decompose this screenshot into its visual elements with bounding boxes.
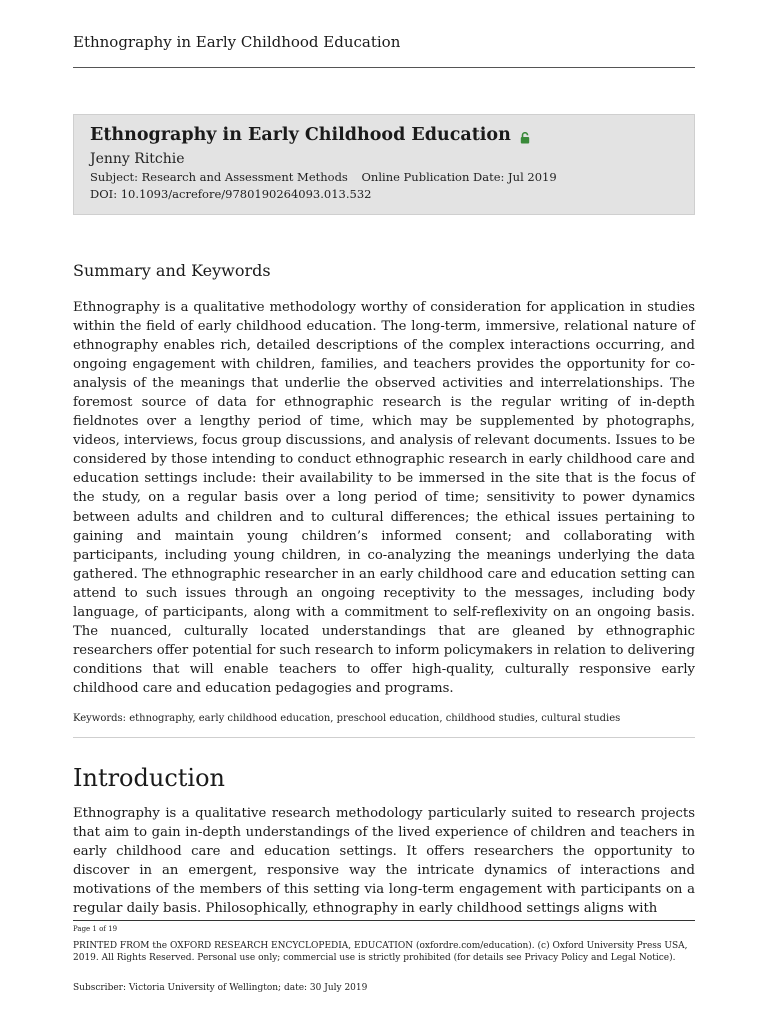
header-divider <box>73 67 695 68</box>
pubdate-value: Jul 2019 <box>508 170 557 184</box>
doi-label: DOI: <box>90 187 118 201</box>
article-title-row <box>90 125 678 145</box>
subject-label: Subject: <box>90 170 138 184</box>
introduction-paragraph: Ethnography is a qualitative research methodology particularly suited to research projects that aim to gain in-depth understandings of the lived experience of children and teachers in early childhood care and education settings. It offers researchers the opportunity to discover in an emergent, responsive way the intricate dynamics of interactions and motivations of the members of this setting via long-term engagement with participants on a regular daily basis. Philosophically, ethnography in early childhood settings aligns with <box>73 806 695 917</box>
pubdate-label: Online Publication Date: <box>361 170 505 184</box>
introduction-heading: Introduction <box>73 764 225 792</box>
article-author: Jenny Ritchie <box>90 151 185 167</box>
article-metadata-box <box>73 114 695 215</box>
subject-value: Research and Assessment Methods <box>141 170 348 184</box>
running-head: Ethnography in Early Childhood Education <box>73 33 401 51</box>
keywords-line: Keywords: ethnography, early childhood education, preschool education, childhood studies, cultural studies <box>73 713 621 724</box>
summary-heading: Summary and Keywords <box>73 261 271 280</box>
article-title: Ethnography in Early Childhood Education <box>90 125 511 145</box>
footer-divider <box>73 920 695 921</box>
page-number: Page 1 of 19 <box>73 925 118 933</box>
subject-line <box>90 170 678 184</box>
keywords-divider <box>73 737 695 738</box>
open-lock-icon <box>520 129 530 141</box>
abstract-paragraph: Ethnography is a qualitative methodology worthy of consideration for application in studies within the field of early childhood education. The long-term, immersive, relational nature of ethnography enables rich, detailed descriptions of the complex interactions occurring, and ongoing engagement with children, families, and teachers provides the opportunity for co-analysis of the meanings that underlie the observed activities and interrelationships. The foremost source of data for ethnographic research is the regular writing of in-depth fieldnotes over a lengthy period of time, which may be supplemented by photographs, videos, interviews, focus group discussions, and analysis of relevant documents. Issues to be considered by those intending to conduct ethnographic research in early childhood care and education settings include: their availability to be immersed in the site that is the focus of the study, on a regular basis over a long period of time; sensitivity to power dynamics between adults and children and to cultural differences; the ethical issues pertaining to gaining and maintain young children’s informed consent; and collaborating with participants, including young children, in co-analyzing the meanings underlying the data gathered. The ethnographic researcher in an early childhood care and education setting can attend to such issues through an ongoing receptivity to the messages, including body language, of participants, along with a commitment to self-reflexivity on an ongoing basis. The nuanced, culturally located understandings that are gleaned by ethnographic researchers offer potential for such research to inform policymakers in relation to delivering conditions that will enable teachers to offer high-quality, culturally responsive early childhood care and education pedagogies and programs. <box>73 300 695 696</box>
doi-value: 10.1093/acrefore/9780190264093.013.532 <box>120 187 372 201</box>
doi-line <box>90 187 678 201</box>
copyright-notice: PRINTED FROM the OXFORD RESEARCH ENCYCLOPEDIA, EDUCATION (oxfordre.com/education). (c) Oxford University Press USA, 2019. All Rights Reserved. Personal use only; commercial use is strictly prohibited (for details see Privacy Policy and Legal Notice). <box>73 941 688 963</box>
subscriber-line: Subscriber: Victoria University of Wellington; date: 30 July 2019 <box>73 983 368 993</box>
